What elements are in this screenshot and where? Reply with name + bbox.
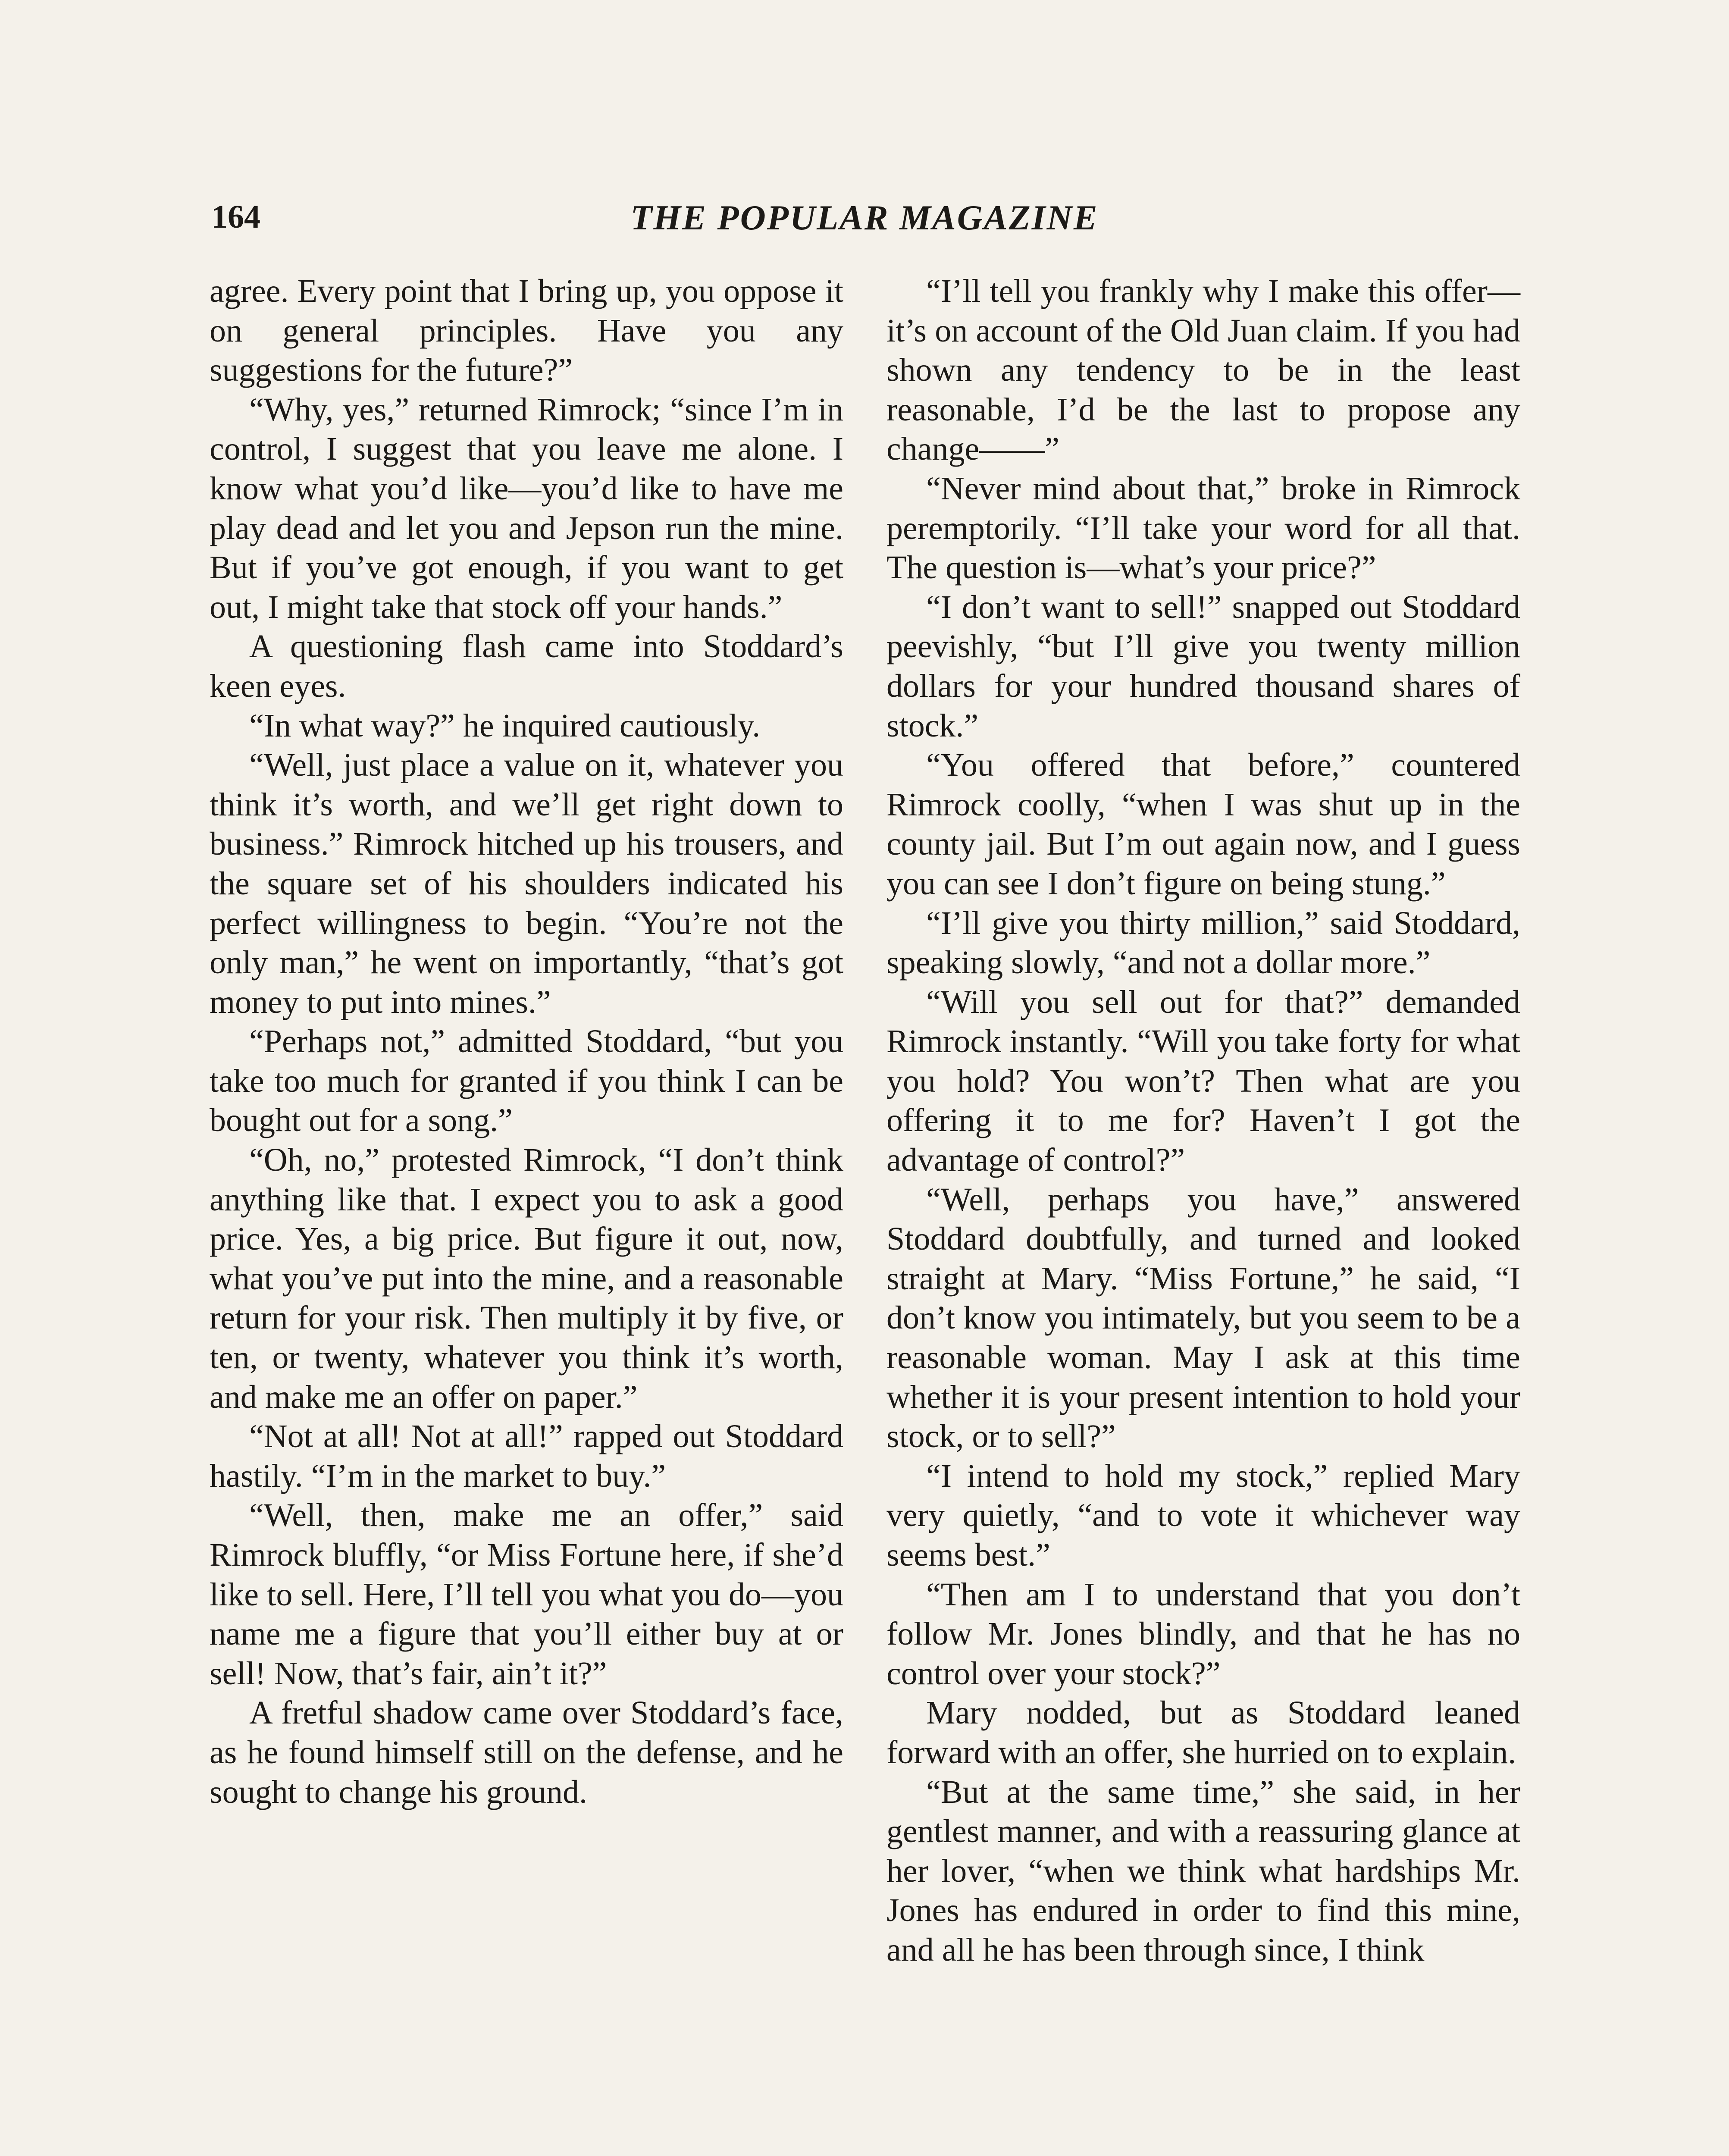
paragraph: “I intend to hold my stock,” replied Mary very quietly, “and to vote it whichever way seems best.” [886, 1457, 1520, 1573]
paragraph: “Never mind about that,” broke in Rimrock peremptorily. “I’ll take your word for all that. The question is—what’s your price?” [886, 470, 1520, 586]
paragraph: “You offered that before,” countered Rimrock coolly, “when I was shut up in the county jail. But I’m out again now, and I guess you can see I don’t figure on being stung.” [886, 747, 1520, 902]
running-head: THE POPULAR MAGAZINE [630, 198, 1099, 237]
paragraph: “Not at all! Not at all!” rapped out Stoddard hastily. “I’m in the market to buy.” [210, 1418, 843, 1494]
page-number: 164 [211, 199, 260, 235]
paragraph: “Perhaps not,” admitted Stoddard, “but you take too much for granted if you think I can be bought out for a song.” [210, 1023, 843, 1139]
paragraph: “I’ll give you thirty million,” said Stoddard, speaking slowly, “and not a dollar more.” [886, 905, 1520, 981]
left-column [210, 272, 843, 1812]
paragraph: “But at the same time,” she said, in her gentlest manner, and with a reassuring glance at her lover, “when we think what hardships Mr. Jones has endured in order to find this mine, and all he has been through since, I think [886, 1774, 1520, 1968]
paragraph: “I’ll tell you frankly why I make this offer—it’s on account of the Old Juan claim. If you had shown any tendency to be in the least reasonable, I’d be the last to propose any change——” [886, 273, 1520, 467]
paragraph: “Oh, no,” protested Rimrock, “I don’t think anything like that. I expect you to ask a good price. Yes, a big price. But figure it out, now, what you’ve put into the mine, and a reasonable return for your risk. Then multiply it by five, or ten, or twenty, whatever you think it’s worth, and make me an offer on paper.” [210, 1142, 843, 1415]
paragraph: A questioning flash came into Stoddard’s keen eyes. [210, 628, 843, 704]
paragraph: “I don’t want to sell!” snapped out Stoddard peevishly, “but I’ll give you twenty million dollars for your hundred thousand shares of stock.” [886, 589, 1520, 744]
paragraph: “Well, just place a value on it, whatever you think it’s worth, and we’ll get right down to business.” Rimrock hitched up his trousers, and the square set of his shoulders indicated his perfect willingness to begin. “You’re not the only man,” he went on importantly, “that’s got money to put into mines.” [210, 747, 843, 1020]
paragraph: “In what way?” he inquired cautiously. [249, 707, 761, 744]
paragraph: Mary nodded, but as Stoddard leaned forward with an offer, she hurried on to explain. [886, 1695, 1520, 1771]
paragraph: A fretful shadow came over Stoddard’s face, as he found himself still on the defense, and he sought to change his ground. [210, 1695, 843, 1810]
paragraph: “Will you sell out for that?” demanded Rimrock instantly. “Will you take forty for what you hold? You won’t? Then what are you offering it to me for? Haven’t I got the advantage of control?” [886, 984, 1520, 1178]
paragraph: agree. Every point that I bring up, you oppose it on general principles. Have you any suggestions for the future?” [210, 273, 843, 389]
right-column [886, 272, 1520, 1970]
paragraph: “Why, yes,” returned Rimrock; “since I’m in control, I suggest that you leave me alone. I know what you’d like—you’d like to have me play dead and let you and Jepson run the mine. But if you’ve got enough, if you want to get out, I might take that stock off your hands.” [210, 391, 843, 625]
paragraph: “Well, perhaps you have,” answered Stoddard doubtfully, and turned and looked straight at Mary. “Miss Fortune,” he said, “I don’t know you intimately, but you seem to be a reasonable woman. May I ask at this time whether it is your present intention to hold your stock, or to sell?” [886, 1181, 1520, 1455]
paragraph: “Then am I to understand that you don’t follow Mr. Jones blindly, and that he has no control over your stock?” [886, 1576, 1520, 1692]
paragraph: “Well, then, make me an offer,” said Rimrock bluffly, “or Miss Fortune here, if she’d like to sell. Here, I’ll tell you what you do—you name me a figure that you’ll either buy at or sell! Now, that’s fair, ain’t it?” [210, 1497, 843, 1692]
